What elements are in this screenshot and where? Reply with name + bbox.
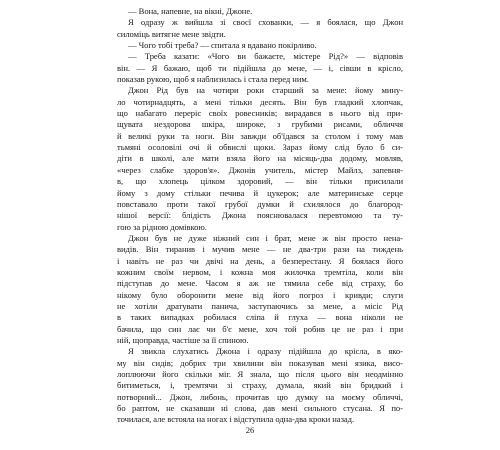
text-line: йому з дому стільки печива й цукерок; але материнське серце bbox=[117, 187, 403, 198]
text-line: щувата нездорова шкіра, широке, з грубими рисами, обличчя bbox=[117, 119, 403, 130]
text-line: в таких випадках робилася сліпа й глуха — вона ніколи не bbox=[117, 312, 403, 323]
text-line: діти в школі, але мати взяла його на місяць-два додому, мовляв, bbox=[117, 153, 403, 164]
text-line: — Чого тобі треба? — спитала я вдавано покірливо. bbox=[128, 40, 317, 51]
text-line: «через слабке здоров'я». Джонів учитель, містер Майлз, запевня- bbox=[117, 164, 403, 175]
text-line: му він сидів; добрих три хвилини він показував мені язика, висо- bbox=[117, 357, 403, 368]
text-line: підступав до мене. Часом я аж не тямила себе від страху, бо bbox=[117, 278, 403, 289]
text-line: бачила, що син лає чи б'є мене, хоч той робив це не раз і при bbox=[117, 323, 403, 334]
text-line: лоплюючи його скільки міг. Я знала, що після цього він неодмінно bbox=[117, 369, 403, 379]
text-line: — Вона, напевне, на вікні, Джоне. bbox=[128, 6, 253, 16]
text-line: — Треба казати: «Чого ви бажаєте, містере Рід?» — відповів bbox=[128, 51, 403, 62]
text-line: він. — Я бажаю, щоб ти підійшла до мене, — і, сівши в крісло, bbox=[117, 62, 403, 73]
page-number: 26 bbox=[245, 425, 255, 435]
text-line: Джон був не дуже ніжний син і брат, мене ж він просто нена- bbox=[128, 232, 403, 243]
text-line: Джон Рід був на чотири роки старший за мене: йому мину- bbox=[128, 85, 403, 96]
text-line: показав рукою, щоб я наблизилась і стала перед ним. bbox=[117, 74, 309, 85]
text-line: повставало проти такої грубої думки й схилялося до благород- bbox=[117, 198, 403, 209]
text-line: Я одразу ж вийшла зі свосї схованки, — я боялася, що Джон bbox=[128, 17, 403, 28]
text-line: видів. Він тиранив і мучив мене — не два-три рази на тиждень bbox=[117, 244, 403, 255]
text-line: потворний... Джон, либонь, прочитав цю думку на моєму обличчі, bbox=[117, 391, 403, 402]
text-line: нікому було оборонити мене від його погроз і кривди; слуги bbox=[117, 289, 403, 300]
text-line: ло чотирнадцять, а мені тільки десять. Він був гладкий хлопчак, bbox=[117, 96, 403, 107]
text-line: кожним своїм нервом, і кожна моя жилочка тремтіла, коли він bbox=[117, 266, 403, 277]
text-line: й великі руки та ноги. Він завжди об'їдався за столом і тому мав bbox=[117, 130, 403, 141]
text-line: бо раптом, не сказавши ні слова, дав мені сильного стусана. Я по- bbox=[117, 403, 403, 414]
text-line: нішої версії: блідість Джона пояснювалася перевтомою та ту- bbox=[117, 210, 403, 221]
text-line: тьмяні осоловілі очі й обвислі щоки. Зараз йому слід було б си- bbox=[117, 142, 403, 153]
text-line: ній, щоправда, частіше за її спиною. bbox=[117, 334, 249, 345]
text-line: точилася, але встояла на ногах і відступила одна-два кроки назад. bbox=[117, 414, 355, 425]
text-line: що набагато переріс своїх ровесників; вирадався в нього від при- bbox=[117, 108, 403, 119]
text-line: силоміць витягне мене звідти. bbox=[117, 28, 226, 39]
body-text bbox=[117, 6, 403, 426]
text-line: і навіть не раз чи двічі на день, а безперестану. Я боялася його bbox=[117, 255, 403, 266]
text-line: битиметься, і, тремтячи зі страху, думала, який він бридкий і bbox=[117, 380, 403, 391]
text-line: гою за рідною домівкою. bbox=[117, 221, 207, 232]
text-line: не хотіли дратувати панича, заступаючись за мене, а місіс Рід bbox=[117, 300, 403, 311]
text-line: Я звикла слухатись Джона і одразу підійшла до крісла, в яко- bbox=[128, 346, 403, 357]
text-line: в, що хлопець цілком здоровий, — він тільки присилали bbox=[117, 176, 403, 187]
